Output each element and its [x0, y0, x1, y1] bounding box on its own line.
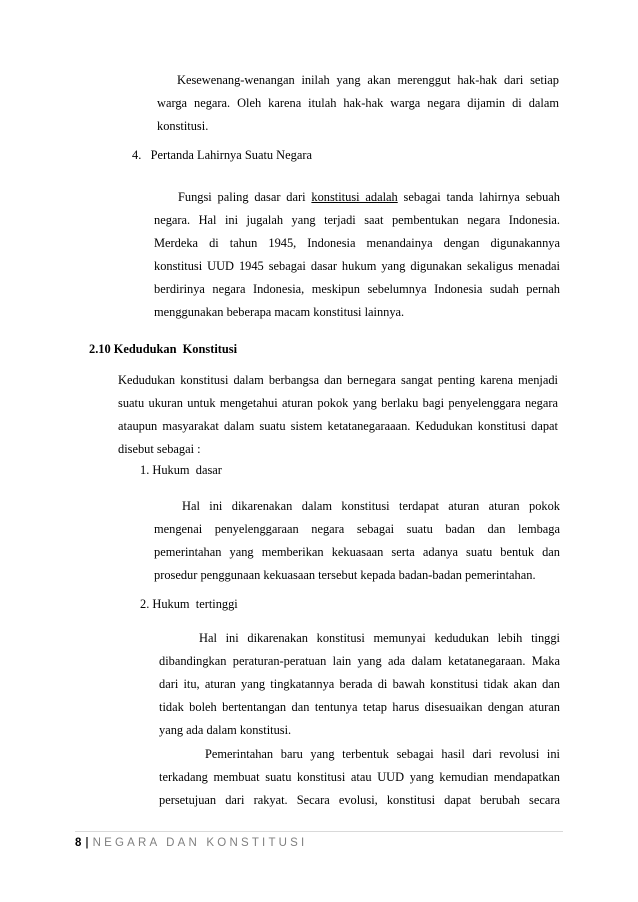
list-item-label: 1. Hukum dasar	[140, 463, 222, 477]
text-line: dibandingkan peraturan-peratuan lain yang ada dalam ketatanegaraan. Maka	[159, 653, 560, 668]
list-item-label: 2. Hukum tertinggi	[140, 597, 238, 611]
text-line: warga negara. Oleh karena itulah hak-hak warga negara dijamin di dalam	[157, 95, 559, 110]
underlined-phrase: konstitusi adalah	[311, 190, 398, 204]
item-4-label: 4. Pertanda Lahirnya Suatu Negara	[132, 148, 312, 162]
hukum-tertinggi-paragraph	[159, 627, 560, 742]
text-line: ataupun masyarakat dalam suatu sistem ketatanegaraaan. Kedudukan konstitusi dapat	[118, 418, 558, 433]
text-line: disebut sebagai :	[118, 441, 201, 456]
footer-separator: |	[85, 837, 89, 849]
text-line: negara. Hal ini jugalah yang terjadi saat pembentukan negara Indonesia.	[154, 212, 560, 227]
text-line: Pemerintahan baru yang terbentuk sebagai hasil dari revolusi ini	[205, 747, 560, 761]
text-line: berdirinya negara Indonesia, meskipun sebelumnya Indonesia sudah pernah	[154, 281, 560, 296]
intro-paragraph	[157, 69, 559, 138]
text-fragment: sebagai tanda lahirnya sebuah	[397, 190, 560, 204]
text-line: prosedur penggunaan kekuasaan tersebut kepada badan-badan pemerintahan.	[154, 567, 536, 582]
page-footer	[75, 837, 307, 849]
text-line: mengenai penyelenggaraan negara sebagai suatu badan dan lembaga	[154, 521, 560, 536]
footer-title: NEGARA DAN KONSTITUSI	[92, 837, 308, 849]
hukum-dasar-paragraph	[154, 495, 560, 587]
text-line: persetujuan dari rakyat. Secara evolusi, konstitusi dapat berubah secara	[159, 792, 560, 807]
item-4-paragraph	[154, 186, 560, 323]
text-line: tidak boleh bertentangan dan tentunya tetap harus disesuaikan dengan aturan	[159, 699, 560, 714]
text-line: Kedudukan konstitusi dalam berbangsa dan bernegara sangat penting karena menjadi	[118, 373, 558, 387]
text-line: dari itu, aturan yang tingkatannya berada di bawah konstitusi tidak akan dan	[159, 676, 560, 691]
footer-divider	[75, 831, 563, 832]
text-line: suatu ukuran untuk mengetahui aturan pokok yang berlaku bagi penyelenggara negara	[118, 395, 558, 410]
section-paragraph	[118, 369, 558, 461]
text-line: pemerintahan yang memberikan kekuasaan serta adanya suatu bentuk dan	[154, 544, 560, 559]
text-line: Merdeka di tahun 1945, Indonesia menandainya dengan digunakannya	[154, 235, 560, 250]
text-line: Hal ini dikarenakan konstitusi memunyai kedudukan lebih tinggi	[199, 631, 560, 645]
page-number: 8	[75, 837, 82, 849]
text-line: konstitusi UUD 1945 sebagai dasar hukum yang digunakan sekaligus menadai	[154, 258, 560, 273]
text-line: yang ada dalam konstitusi.	[159, 722, 292, 737]
text-line: Kesewenang-wenangan inilah yang akan merenggut hak-hak dari setiap	[177, 73, 559, 87]
text-line	[154, 186, 560, 209]
text-line: menggunakan beberapa macam konstitusi lainnya.	[154, 304, 405, 319]
text-fragment: Fungsi paling dasar dari	[178, 190, 312, 204]
text-line: terkadang membuat suatu konstitusi atau UUD yang kemudian mendapatkan	[159, 769, 560, 784]
text-line: konstitusi.	[157, 118, 209, 133]
revolusi-paragraph	[159, 743, 560, 812]
section-heading: 2.10 Kedudukan Konstitusi	[89, 342, 238, 356]
text-line: Hal ini dikarenakan dalam konstitusi terdapat aturan aturan pokok	[182, 499, 560, 513]
